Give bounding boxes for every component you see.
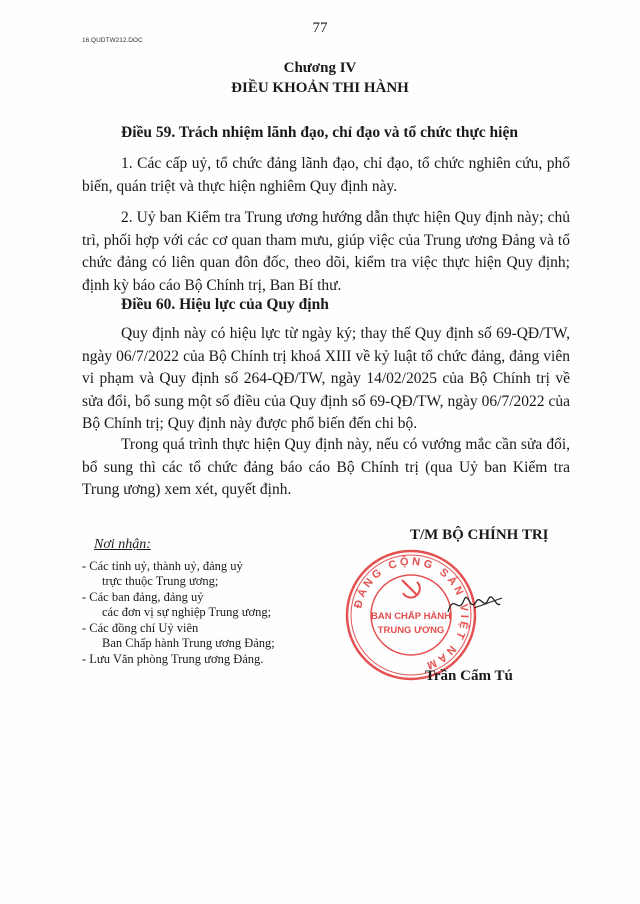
svg-text:TRUNG ƯƠNG: TRUNG ƯƠNG: [377, 625, 445, 636]
svg-text:ĐẢNG CỘNG SẢN VIỆT NAM: ĐẢNG CỘNG SẢN VIỆT NAM: [352, 555, 471, 673]
recipient-item: - Các tỉnh uỷ, thành uỷ, đảng uỷ trực thuộc Trung ương;: [82, 558, 243, 588]
recipients-list: [82, 537, 312, 667]
handwritten-signature: [444, 582, 504, 622]
signer-name: Trần Cẩm Tú: [425, 668, 513, 684]
article-59-heading: Điều 59. Trách nhiệm lãnh đạo, chỉ đạo và tổ chức thực hiện: [121, 124, 518, 141]
signing-authority: T/M BỘ CHÍNH TRỊ: [410, 527, 549, 543]
chapter-heading: [0, 58, 640, 98]
article-59-paragraph-2: 2. Uỷ ban Kiểm tra Trung ương hướng dẫn thực hiện Quy định này; chủ trì, phối hợp với các cơ quan tham mưu, giúp việc của Trung ương Đảng và tổ chức đảng có liên quan đôn đốc, theo dõi, kiểm tra việc thực hiện Quy định; định kỳ báo cáo Bộ Chính trị, Ban Bí thư.: [82, 209, 570, 294]
recipients-title: Nơi nhận:: [94, 537, 151, 552]
recipient-item: - Lưu Văn phòng Trung ương Đảng.: [82, 651, 264, 666]
page-number: 77: [312, 20, 328, 36]
chapter-title: ĐIỀU KHOẢN THI HÀNH: [231, 80, 409, 96]
file-code: 16.QUDTW212.DOC: [82, 37, 143, 44]
chapter-number: Chương IV: [283, 60, 357, 76]
article-59-paragraph-1: 1. Các cấp uỷ, tổ chức đảng lãnh đạo, chỉ đạo, tổ chức nghiên cứu, phổ biến, quán triệt và thực hiện nghiêm Quy định này.: [82, 155, 570, 195]
svg-text:BAN CHẤP HÀNH: BAN CHẤP HÀNH: [370, 611, 452, 622]
article-60-heading: Điều 60. Hiệu lực của Quy định: [121, 296, 329, 313]
article-60-paragraph-1: Quy định này có hiệu lực từ ngày ký; thay thế Quy định số 69-QĐ/TW, ngày 06/7/2022 của Bộ Chính trị khoá XIII về kỷ luật tổ chức đảng, đảng viên vi phạm và Quy định số 264-QĐ/TW, ngày 14/02/2025 của Bộ Chính trị về sửa đổi, bổ sung một số điều của Quy định số 69-QĐ/TW, ngày 06/7/2022 của Bộ Chính trị; Quy định này được phổ biến đến chi bộ.: [82, 325, 570, 432]
recipient-item: - Các ban đảng, đảng uỷ các đơn vị sự nghiệp Trung ương;: [82, 589, 272, 619]
article-60-paragraph-2: Trong quá trình thực hiện Quy định này, nếu có vướng mắc cần sửa đổi, bổ sung thì các tổ chức đảng báo cáo Bộ Chính trị (qua Uỷ ban Kiểm tra Trung ương) xem xét, quyết định.: [82, 436, 570, 498]
hammer-sickle-icon: [402, 580, 420, 598]
recipient-item: - Các đồng chí Uỷ viên Ban Chấp hành Trung ương Đảng;: [82, 620, 275, 650]
